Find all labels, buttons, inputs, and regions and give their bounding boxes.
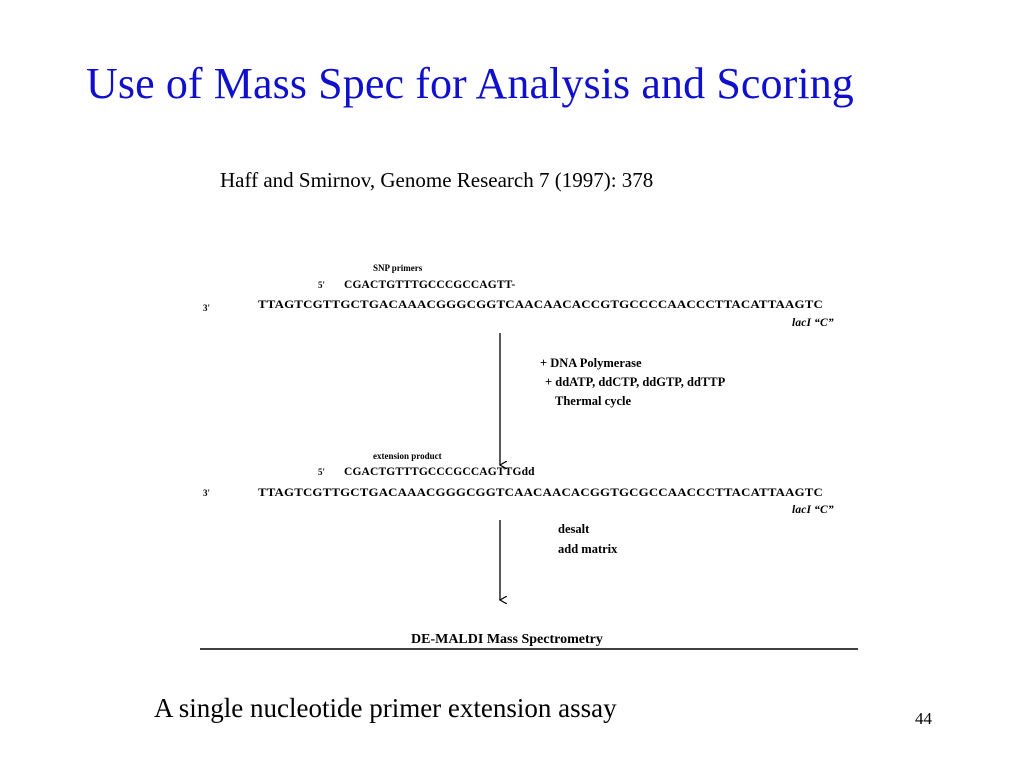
step1-line3: Thermal cycle (555, 394, 632, 408)
snp-primers-label: SNP primers (373, 263, 423, 273)
slide-title: Use of Mass Spec for Analysis and Scoring (86, 59, 854, 108)
endpoint-label: DE-MALDI Mass Spectrometry (411, 632, 603, 647)
template2-sequence: TTAGTCGTTGCTGACAAACGGGCGGTCAACAACACGGTGCGCCAACCCTTACATTAAGTC (258, 487, 823, 499)
slide-caption: A single nucleotide primer extension assay (154, 693, 617, 723)
extension-product-label: extension product (373, 451, 442, 461)
product-sequence: CGACTGTTTGCCCGCCAGTTGdd (344, 466, 535, 478)
step2-line2: add matrix (558, 542, 618, 556)
slide-number: 44 (915, 709, 932, 728)
step1-line1: + DNA Polymerase (540, 356, 642, 370)
primer-five-prime-label: 5' (318, 280, 326, 290)
template2-three-prime-label: 3' (203, 488, 211, 498)
primer-sequence: CGACTGTTTGCCCGCCAGTT- (344, 279, 516, 291)
citation: Haff and Smirnov, Genome Research 7 (1997): 378 (220, 168, 654, 192)
template2-gene-label: lacI “C” (792, 504, 834, 516)
template1-three-prime-label: 3' (203, 303, 211, 313)
product-five-prime-label: 5' (318, 467, 326, 477)
step2-line1: desalt (558, 522, 590, 536)
template1-gene-label: lacI “C” (792, 317, 834, 329)
template1-sequence: TTAGTCGTTGCTGACAAACGGGCGGTCAACAACACCGTGCCCCAACCCTTACATTAAGTC (258, 299, 823, 311)
step1-line2: + ddATP, ddCTP, ddGTP, ddTTP (545, 375, 726, 389)
